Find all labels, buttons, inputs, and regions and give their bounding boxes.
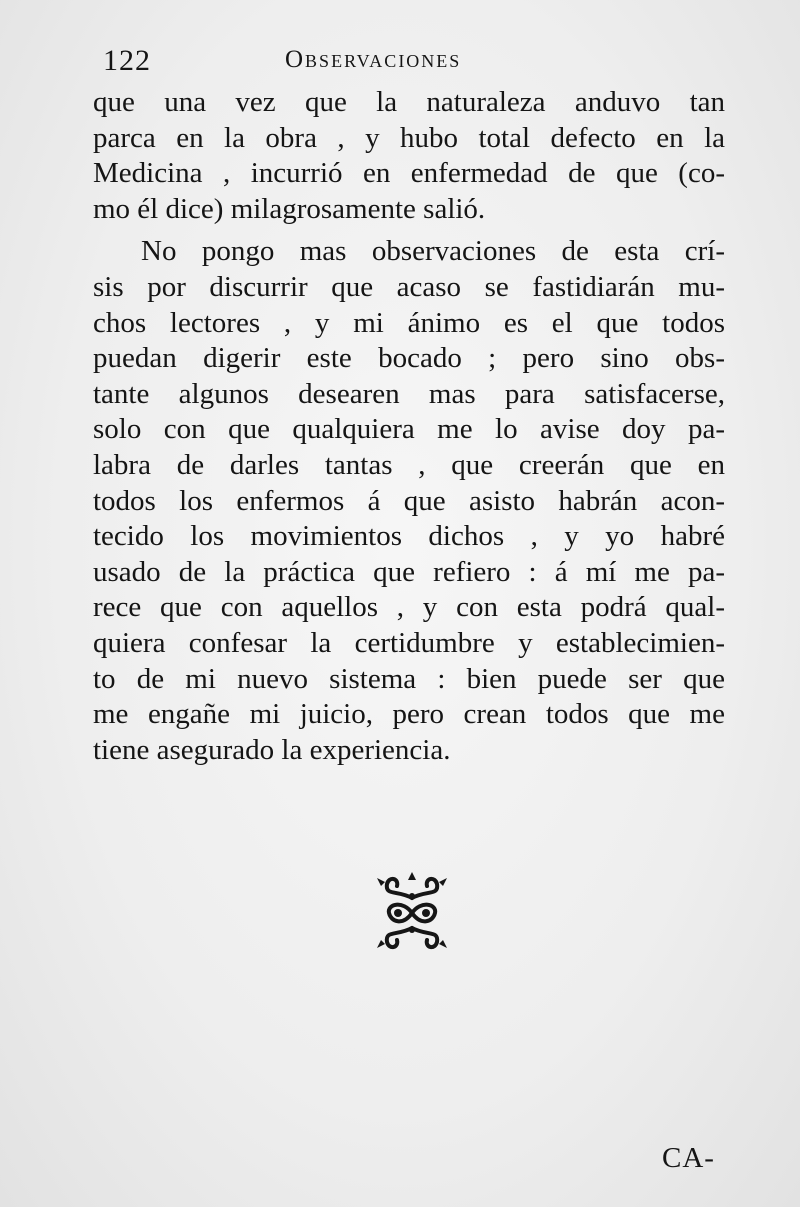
page-number: 122 — [103, 44, 151, 77]
paragraph-2 — [93, 234, 725, 768]
text-line: puedan digerir este bocado ; pero sino obs- — [93, 342, 725, 375]
text-line: sis por discurrir que acaso se fastidiarán mu- — [93, 270, 725, 303]
text-line: mo él dice) milagrosamente salió. — [93, 192, 486, 225]
text-line: rece que con aquellos , y con esta podrá qual- — [93, 591, 725, 624]
catchword: CA- — [662, 1142, 715, 1174]
text-line: parca en la obra , y hubo total defecto en la — [93, 121, 725, 154]
text-line: tecido los movimientos dichos , y yo habré — [93, 520, 725, 553]
text-line: usado de la práctica que refiero : á mí me pa- — [93, 555, 725, 588]
page-header — [103, 44, 723, 84]
text-line: todos los enfermos á que asisto habrán acon- — [93, 484, 725, 517]
text-line: labra de darles tantas , que creerán que en — [93, 448, 725, 481]
text-line: Medicina , incurrió en enfermedad de que (co- — [93, 157, 725, 190]
text-line: tiene asegurado la experiencia. — [93, 733, 451, 766]
body-text — [93, 85, 725, 768]
text-line: to de mi nuevo sistema : bien puede ser que — [93, 662, 725, 695]
text-line: No pongo mas observaciones de esta crí- — [141, 235, 725, 268]
text-line: chos lectores , y mi ánimo es el que todos — [93, 306, 725, 339]
text-line: solo con que qualquiera me lo avise doy pa- — [93, 413, 725, 446]
paragraph-gap — [93, 227, 725, 234]
fleuron-ornament-icon — [367, 868, 457, 958]
paragraph-1 — [93, 85, 725, 227]
text-line: quiera confesar la certidumbre y establecimien- — [93, 626, 725, 659]
text-line: que una vez que la naturaleza anduvo tan — [93, 86, 725, 118]
text-line: tante algunos desearen mas para satisfacerse, — [93, 377, 725, 410]
text-line: me engañe mi juicio, pero crean todos que me — [93, 698, 725, 731]
running-head: Observaciones — [285, 46, 462, 73]
